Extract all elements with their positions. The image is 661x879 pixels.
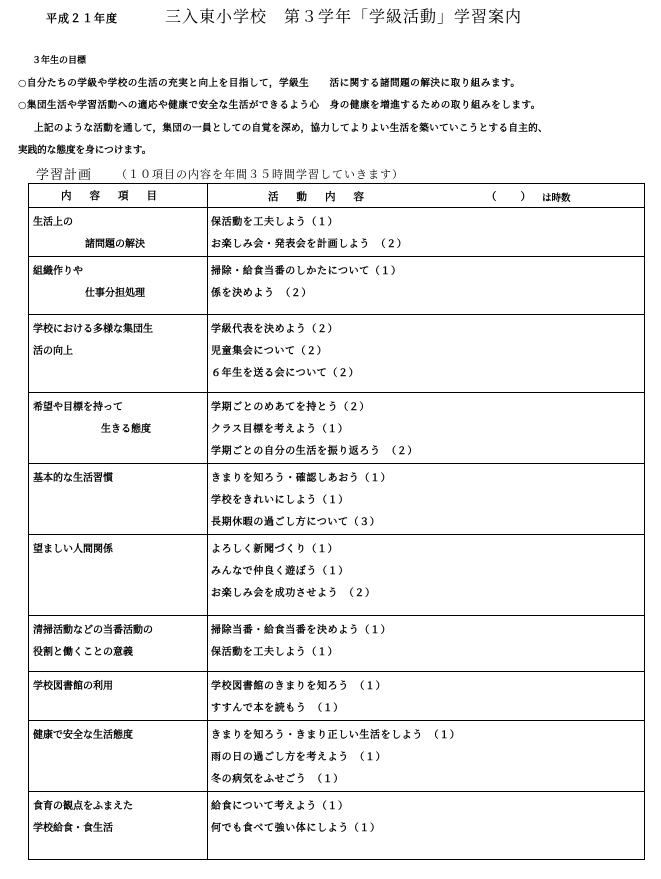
activity-text: 雨の日の過ごし方を考えよう （１）: [211, 752, 387, 763]
activity-cell: [208, 672, 645, 721]
table-row: [29, 616, 645, 672]
content-item-cell: [29, 535, 208, 616]
table-row: [29, 257, 645, 315]
content-item-text: 食育の観点をふまえた: [33, 801, 133, 812]
activity-text: お楽しみ会を成功させよう （２）: [211, 588, 376, 599]
content-item-cell: [29, 464, 208, 535]
activity-cell: [208, 721, 645, 792]
column-header-item: 内容項目: [29, 184, 208, 208]
activity-text: クラス目標を考えよう（１）: [211, 424, 349, 435]
content-item-text: 清掃活動などの当番活動の: [33, 625, 153, 636]
content-item-text: 役割と働くことの意義: [33, 647, 133, 658]
activity-cell: [208, 792, 645, 860]
content-item-text: 学校給食・食生活: [33, 823, 113, 834]
activity-cell: [208, 393, 645, 464]
activity-text: ６年生を送る会について（２）: [211, 368, 360, 379]
table-row: [29, 315, 645, 393]
activity-text: 掃除当番・給食当番を決めよう（１）: [211, 625, 392, 636]
activity-cell: [208, 616, 645, 672]
content-item-text: 健康で安全な生活態度: [33, 730, 133, 741]
content-item-cell: [29, 721, 208, 792]
study-plan-table: [28, 183, 645, 860]
hours-paren-label: （ ）: [486, 191, 532, 203]
activity-text: 学期ごとのめあてを持とう（２）: [211, 402, 370, 413]
activity-cell: [208, 464, 645, 535]
table-row: [29, 208, 645, 257]
fiscal-year-label: 平成２１年度: [46, 12, 118, 25]
content-item-text: 諸問題の解決: [85, 239, 145, 250]
activity-text: きまりを知ろう・確認しあおう（１）: [211, 473, 392, 484]
goal-summary-line: 実践的な態度を身につけます。: [18, 145, 152, 156]
goals-heading: ３年生の目標: [32, 56, 87, 66]
activity-text: 掃除・給食当番のしかたについて（１）: [211, 266, 402, 277]
hours-unit-label: は時数: [542, 193, 571, 204]
page-title: 三入東小学校 第３学年「学級活動」学習案内: [165, 7, 523, 26]
activity-cell: [208, 315, 645, 393]
activity-cell: [208, 535, 645, 616]
content-item-text: 活の向上: [33, 346, 73, 357]
goal-item: ○自分たちの学級や学校の生活の充実と向上を目指して，学級生 活に関する諸問題の解決に取り組みます。: [18, 78, 521, 89]
activity-text: よろしく新聞づくり（１）: [211, 544, 339, 555]
content-item-cell: [29, 616, 208, 672]
activity-text: 給食について考えよう（１）: [211, 801, 349, 812]
activity-text: 保活動を工夫しよう（１）: [211, 217, 339, 228]
table-row: [29, 535, 645, 616]
content-item-text: 仕事分担処理: [85, 288, 145, 299]
activity-text: すすんで本を読もう （１）: [211, 703, 344, 714]
activity-text: みんなで仲良く遊ぼう（１）: [211, 566, 349, 577]
content-item-text: 学校図書館の利用: [33, 681, 113, 692]
column-header-activity-label: 活動内容: [268, 191, 382, 203]
plan-heading: 学習計画: [36, 168, 93, 183]
activity-text: 学校図書館のきまりを知ろう （１）: [211, 681, 387, 692]
table-row: [29, 672, 645, 721]
content-item-text: 生きる態度: [101, 424, 151, 435]
activity-text: 学級代表を決めよう（２）: [211, 324, 339, 335]
goal-summary-line: 上記のような活動を通して，集団の一員としての自覚を深め，協力してよりよい生活を築いていこうとする自主的、: [34, 123, 548, 134]
goal-item: ○集団生活や学習活動への適応や健康で安全な生活ができるよう心 身の健康を増進するための取り組みをします。: [18, 100, 541, 111]
activity-text: きまりを知ろう・きまり正しい生活をしよう （１）: [211, 730, 461, 741]
activity-text: 長期休暇の過ごし方について（３）: [211, 517, 381, 528]
activity-text: 学期ごとの自分の生活を振り返ろう （２）: [211, 446, 418, 457]
table-row: [29, 393, 645, 464]
activity-text: 保活動を工夫しよう（１）: [211, 647, 339, 658]
activity-text: 係を決めよう （２）: [211, 288, 312, 299]
table-row: [29, 464, 645, 535]
content-item-cell: [29, 393, 208, 464]
content-item-text: 組織作りや: [33, 266, 83, 277]
content-item-cell: [29, 672, 208, 721]
activity-cell: [208, 208, 645, 257]
table-row: [29, 792, 645, 860]
activity-text: 学校をきれいにしよう（１）: [211, 495, 349, 506]
content-item-cell: [29, 208, 208, 257]
activity-cell: [208, 257, 645, 315]
content-item-text: 望ましい人間関係: [33, 544, 113, 555]
plan-table-body: [29, 208, 645, 860]
content-item-cell: [29, 792, 208, 860]
activity-text: 児童集会について（２）: [211, 346, 328, 357]
table-header-row: [29, 184, 645, 208]
plan-note: （１０項目の内容を年間３５時間学習していきます）: [116, 168, 404, 181]
content-item-text: 学校における多様な集団生: [33, 324, 153, 335]
content-item-cell: [29, 257, 208, 315]
table-row: [29, 721, 645, 792]
activity-text: 冬の病気をふせごう （１）: [211, 774, 344, 785]
activity-text: 何でも食べて強い体にしよう（１）: [211, 823, 381, 834]
content-item-text: 基本的な生活習慣: [33, 473, 113, 484]
column-header-activity: [208, 184, 645, 208]
activity-text: お楽しみ会・発表会を計画しよう （２）: [211, 239, 408, 250]
content-item-text: 希望や目標を持って: [33, 402, 123, 413]
content-item-cell: [29, 315, 208, 393]
content-item-text: 生活上の: [33, 217, 73, 228]
